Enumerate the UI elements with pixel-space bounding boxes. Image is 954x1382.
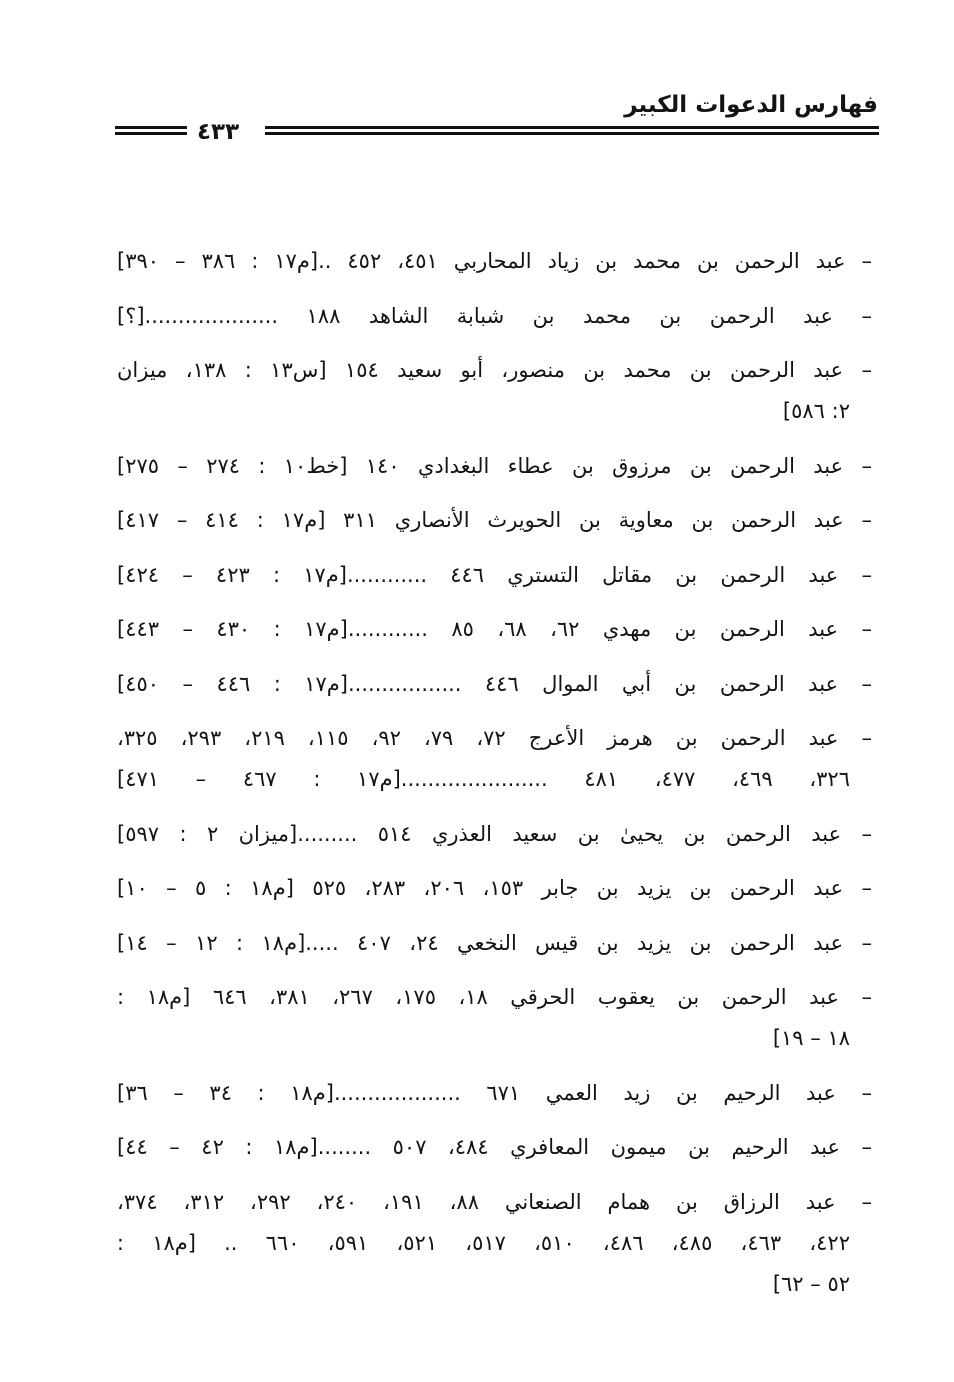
- entry-text: – عبد الرحمن بن يحيىٰ بن سعيد العذري ٥١٤ .........[ميزان ٢ : ٥٩٧]: [117, 821, 872, 846]
- index-entry: [115, 977, 872, 1059]
- index-entry: [115, 868, 872, 909]
- index-entry: [115, 446, 872, 487]
- entry-text: – عبد الرزاق بن همام الصنعاني ٨٨، ١٩١، ٢٤٠، ٢٩٢، ٣١٢، ٣٧٤،: [116, 1189, 872, 1214]
- index-list: [115, 241, 872, 1318]
- index-entry: [115, 814, 872, 855]
- entry-line: [115, 923, 872, 964]
- entry-text: ٤٢٢، ٤٦٣، ٤٨٥، ٤٨٦، ٥١٠، ٥١٧، ٥٢١، ٥٩١، ٦٦٠ .. [م١٨ :: [116, 1230, 850, 1255]
- entry-line: [115, 609, 872, 650]
- entry-line: [115, 350, 872, 391]
- entry-text: – عبد الرحمن بن مقاتل التستري ٤٤٦ ............[م١٧ : ٤٢٣ – ٤٢٤]: [117, 562, 872, 587]
- entry-text: – عبد الرحمن بن محمد بن شبابة الشاهد ١٨٨ ....................[؟]: [117, 303, 872, 328]
- index-entry: [115, 241, 872, 282]
- index-entry: [115, 609, 872, 650]
- entry-line: [115, 868, 872, 909]
- index-entry: [115, 923, 872, 964]
- index-entry: [115, 555, 872, 596]
- entry-text: – عبد الرحمن بن مهدي ٦٢، ٦٨، ٨٥ ............[م١٧ : ٤٣٠ – ٤٤٣]: [117, 617, 872, 641]
- entry-text: ٢: ٥٨٦]: [782, 399, 850, 423]
- entry-line: [115, 718, 872, 759]
- index-entry: [115, 1182, 872, 1305]
- entry-text: ١٨ – ١٩]: [772, 1026, 850, 1050]
- entry-line: [115, 1073, 872, 1114]
- index-entry: [115, 296, 872, 337]
- entry-text: – عبد الرحمن بن هرمز الأعرج ٧٢، ٧٩، ٩٢، ١١٥، ٢١٩، ٢٩٣، ٣٢٥،: [116, 726, 872, 750]
- header-rule-left: [115, 126, 187, 135]
- entry-line: [115, 241, 872, 282]
- index-entry: [115, 500, 872, 541]
- index-entry: [115, 1073, 872, 1114]
- entry-text: – عبد الرحمن بن يزيد بن قيس النخعي ٢٤، ٤٠٧ .....[م١٨ : ١٢ – ١٤]: [117, 930, 872, 955]
- index-entry: [115, 1127, 872, 1168]
- entry-line: [115, 296, 872, 337]
- entry-line-continued: [115, 1264, 850, 1305]
- entry-text: – عبد الرحمن بن معاوية بن الحويرث الأنصاري ٣١١ [م١٧ : ٤١٤ – ٤١٧]: [117, 508, 872, 532]
- index-entry: [115, 718, 872, 800]
- entry-line: [115, 1182, 872, 1223]
- entry-text: – عبد الرحمن بن محمد بن زياد المحاربي ٤٥١، ٤٥٢ ..[م١٧ : ٣٨٦ – ٣٩٠]: [117, 249, 872, 273]
- entry-text: – عبد الرحيم بن زيد العمي ٦٧١ ...................[م١٨ : ٣٤ – ٣٦]: [117, 1080, 872, 1105]
- entry-line-continued: [115, 1018, 850, 1059]
- entry-line-continued: [115, 759, 850, 800]
- header-rule-right: [265, 126, 879, 135]
- page-number: ٤٣٣: [197, 119, 240, 145]
- entry-text: – عبد الرحمن بن أبي الموال ٤٤٦ .................[م١٧ : ٤٤٦ – ٤٥٠]: [117, 671, 872, 696]
- entry-text: ٣٢٦، ٤٦٩، ٤٧٧، ٤٨١ ......................[م١٧ : ٤٦٧ – ٤٧١]: [116, 767, 850, 791]
- entry-text: – عبد الرحمن بن يعقوب الحرقي ١٨، ١٧٥، ٢٦٧، ٣٨١، ٦٤٦ [م١٨ :: [117, 985, 872, 1009]
- index-entry: [115, 350, 872, 432]
- entry-text: – عبد الرحيم بن ميمون المعافري ٤٨٤، ٥٠٧ ........[م١٨ : ٤٢ – ٤٤]: [117, 1135, 872, 1159]
- entry-line: [115, 446, 872, 487]
- entry-line: [115, 814, 872, 855]
- running-head-title: فهارس الدعوات الكبير: [624, 92, 878, 118]
- entry-line: [115, 500, 872, 541]
- entry-text: ٥٢ – ٦٢]: [772, 1271, 850, 1296]
- entry-line-continued: [115, 391, 850, 432]
- entry-text: – عبد الرحمن بن مرزوق بن عطاء البغدادي ١٤٠ [خط١٠ : ٢٧٤ – ٢٧٥]: [117, 453, 872, 478]
- entry-text: – عبد الرحمن بن يزيد بن جابر ١٥٣، ٢٠٦، ٢٨٣، ٥٢٥ [م١٨ : ٥ – ١٠]: [116, 876, 872, 900]
- entry-line-continued: [115, 1223, 850, 1264]
- entry-text: – عبد الرحمن بن محمد بن منصور، أبو سعيد ١٥٤ [س١٣ : ١٣٨، ميزان: [117, 358, 872, 382]
- index-entry: [115, 664, 872, 705]
- entry-line: [115, 977, 872, 1018]
- entry-line: [115, 1127, 872, 1168]
- entry-line: [115, 664, 872, 705]
- entry-line: [115, 555, 872, 596]
